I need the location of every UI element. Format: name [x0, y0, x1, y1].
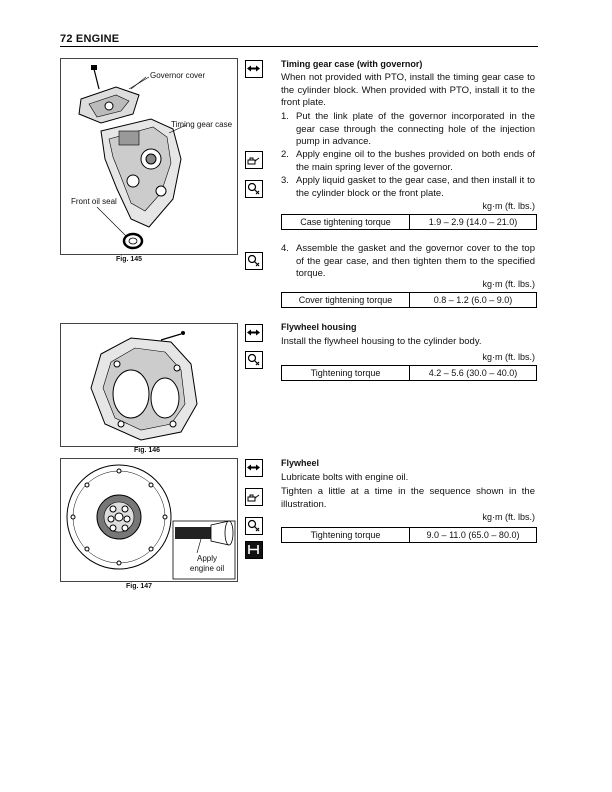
- timing-gear-case-intro: When not provided with PTO, install the timing gear case to the cylinder block. When provided with PTO, install it to the front plate.: [281, 72, 535, 108]
- step-3: [281, 175, 535, 201]
- install-icon: [245, 459, 263, 477]
- torque-wrench-icon: [245, 517, 263, 535]
- torque-unit: kg·m (ft. lbs.): [482, 352, 535, 362]
- step-number: 4.: [281, 243, 289, 254]
- callout-front-oil-seal: Front oil seal: [71, 197, 117, 206]
- torque-label: Tightening torque: [282, 528, 410, 543]
- step-text: Apply liquid gasket to the gear case, and then install it to the cylinder block or the front plate.: [296, 175, 535, 199]
- timing-gear-case-title: Timing gear case (with governor): [281, 59, 423, 69]
- figure-145: [60, 58, 238, 255]
- torque-value: 0.8 – 1.2 (6.0 – 9.0): [410, 293, 537, 308]
- install-icon: [245, 60, 263, 78]
- flywheel-housing-title: Flywheel housing: [281, 322, 357, 332]
- oil-can-icon: [245, 488, 263, 506]
- torque-unit: kg·m (ft. lbs.): [482, 201, 535, 211]
- torque-value: 1.9 – 2.9 (14.0 – 21.0): [410, 215, 537, 230]
- step-number: 1.: [281, 111, 289, 122]
- torque-label: Case tightening torque: [282, 215, 410, 230]
- step-4: [281, 243, 535, 281]
- callout-apply-oil: [182, 554, 232, 574]
- sequence-icon: [245, 541, 263, 559]
- flywheel-text-2: Tighten a little at a time in the sequence shown in the illustration.: [281, 486, 535, 510]
- figure-147-caption: Fig. 147: [126, 583, 153, 590]
- callout-apply-oil-line2: engine oil: [189, 564, 225, 573]
- step-number: 2.: [281, 149, 289, 160]
- torque-unit: kg·m (ft. lbs.): [482, 279, 535, 289]
- flywheel-title: Flywheel: [281, 458, 320, 468]
- torque-wrench-icon: [245, 252, 263, 270]
- torque-value: 4.2 – 5.6 (30.0 – 40.0): [410, 366, 537, 381]
- install-icon: [245, 324, 263, 342]
- page-number: 72: [60, 33, 73, 45]
- cover-torque-table: [281, 292, 537, 308]
- figure-146-caption: Fig. 146: [134, 447, 161, 454]
- figure-147: [60, 458, 238, 582]
- step-text: Put the link plate of the governor incorporated in the gear case through the connecting hole of the injection pump in advance.: [296, 111, 535, 147]
- timing-gear-case-illustration: [61, 59, 237, 254]
- oil-can-icon: [245, 151, 263, 169]
- step-text: Apply engine oil to the bushes provided on both ends of the main spring lever of the governor.: [296, 149, 535, 173]
- callout-timing-gear-case: Timing gear case: [171, 120, 233, 129]
- flywheel-torque-table: [281, 527, 537, 543]
- torque-wrench-icon: [245, 351, 263, 369]
- step-1: [281, 111, 535, 149]
- step-2: [281, 149, 535, 175]
- figure-145-caption: Fig. 145: [116, 256, 143, 263]
- callout-apply-oil-line1: Apply: [196, 554, 217, 563]
- torque-unit: kg·m (ft. lbs.): [482, 512, 535, 522]
- flywheel-housing-illustration: [61, 324, 237, 446]
- flywheel-housing-torque-table: [281, 365, 537, 381]
- torque-value: 9.0 – 11.0 (65.0 – 80.0): [410, 528, 537, 543]
- header-rule: [60, 46, 538, 47]
- flywheel-text-1: Lubricate bolts with engine oil.: [281, 472, 409, 483]
- section-name: ENGINE: [75, 33, 120, 45]
- figure-146: [60, 323, 238, 447]
- callout-governor-cover: Governor cover: [150, 71, 206, 80]
- step-text: Assemble the gasket and the governor cover to the top of the gear case, and then tighten them to the specified torque.: [296, 243, 535, 279]
- flywheel-housing-text: Install the flywheel housing to the cylinder body.: [281, 336, 482, 347]
- torque-label: Cover tightening torque: [282, 293, 410, 308]
- torque-label: Tightening torque: [282, 366, 410, 381]
- case-torque-table: [281, 214, 537, 230]
- page-header: [60, 33, 119, 45]
- gasket-icon: [245, 180, 263, 198]
- step-number: 3.: [281, 175, 289, 186]
